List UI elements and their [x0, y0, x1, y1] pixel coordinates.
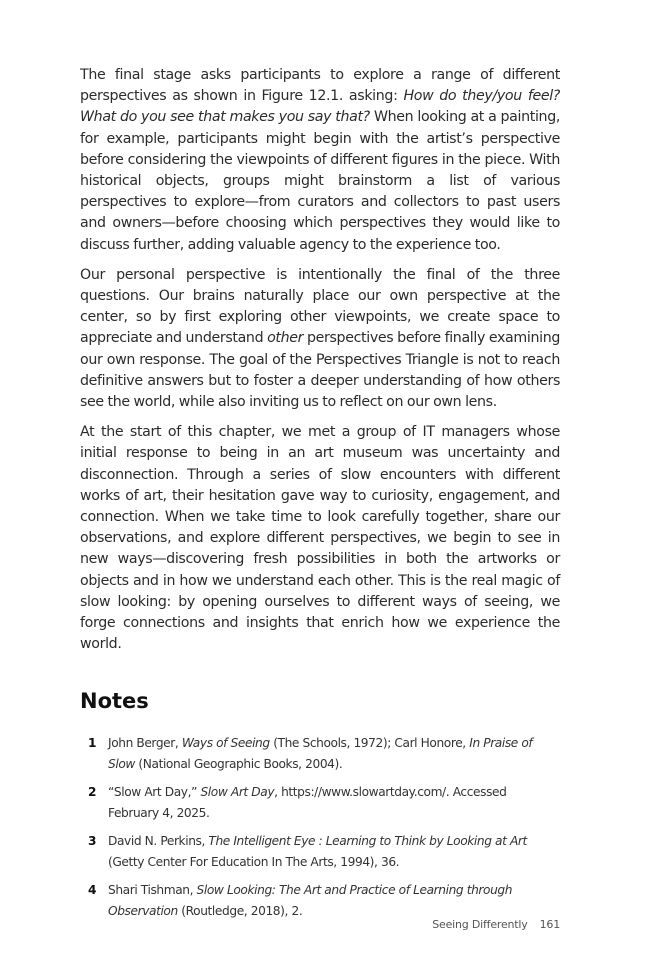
text-run: (National Geographic Books, 2004).	[134, 757, 343, 772]
italic-text: Slow Looking: The Art and Practice of Learning through Observation	[108, 883, 513, 919]
note-number: 1	[88, 736, 97, 751]
notes-list	[80, 733, 560, 922]
text-run: The final stage asks participants to explore a range of different perspectives as shown in Figure 12.1. asking:	[80, 67, 560, 105]
italic-text: The Intelligent Eye : Learning to Think by Looking at Art	[208, 834, 527, 849]
note-number: 3	[88, 834, 97, 849]
text-run: Shari Tishman,	[108, 883, 197, 898]
notes-heading: Notes	[80, 689, 149, 714]
text-run: Our personal perspective is intentionally the final of the three questions. Our brains naturally place our own perspective at the center, so by first exploring other viewpoints, we create space to appreciate and understand	[80, 266, 560, 347]
italic-text: In Praise of Slow	[108, 736, 533, 772]
note-text	[108, 831, 560, 873]
text-run: At the start of this chapter, we met a group of IT managers whose initial response to being in an art museum was uncertainty and disconnection. Through a series of slow encounters with different works of art, their hesitation gave way to curiosity, engagement, and connection. When we take time to look carefully together, share our observations, and explore different perspectives, we begin to see in new ways—discovering fresh possibilities in both the artworks or objects and in how we understand each other. This is the real magic of slow looking: by opening ourselves to different ways of seeing, we forge connections and insights that enrich how we experience the world.	[80, 424, 560, 653]
italic-text: Ways of Seeing	[181, 736, 270, 751]
note-item	[88, 782, 560, 824]
text-run: (The Schools, 1972); Carl Honore,	[269, 736, 470, 751]
note-text	[108, 733, 560, 775]
text-run: “Slow Art Day,”	[108, 785, 201, 800]
body-paragraph-1	[80, 65, 560, 256]
text-run: (Routledge, 2018), 2.	[177, 904, 303, 919]
text-run: John Berger,	[108, 736, 182, 751]
page-content	[80, 65, 560, 929]
text-run: , https://www.slowartday.com/. Accessed February 4, 2025.	[108, 785, 507, 821]
page-number: 161	[539, 918, 560, 931]
page-footer	[432, 918, 560, 931]
italic-text: How do they/you feel? What do you see that makes you say that?	[80, 88, 560, 126]
italic-text: Slow Art Day	[200, 785, 275, 800]
note-text	[108, 880, 560, 922]
text-run: (Getty Center For Education In The Arts, 1994), 36.	[108, 855, 400, 870]
note-number: 2	[88, 785, 97, 800]
text-run: When looking at a painting, for example, participants might begin with the artist’s perspective before considering the viewpoints of different figures in the piece. With historical objects, groups might brainstorm a list of various perspectives to explore—from curators and collectors to past users and owners—before choosing which perspectives they would like to discuss further, adding valuable agency to the experience too.	[80, 109, 561, 253]
body-paragraph-3	[80, 422, 560, 655]
note-number: 4	[88, 883, 97, 898]
italic-text: other	[267, 330, 304, 347]
note-item	[88, 733, 560, 775]
body-paragraph-2	[80, 265, 560, 413]
note-item	[88, 831, 560, 873]
text-run: David N. Perkins,	[108, 834, 209, 849]
text-run: perspectives before finally examining our own response. The goal of the Perspectives Triangle is not to reach definitive answers but to foster a deeper understanding of how others see the world, while also inviting us to reflect on our own lens.	[80, 330, 560, 411]
note-item	[88, 880, 560, 922]
note-text	[108, 782, 560, 824]
running-head: Seeing Differently	[432, 918, 528, 931]
